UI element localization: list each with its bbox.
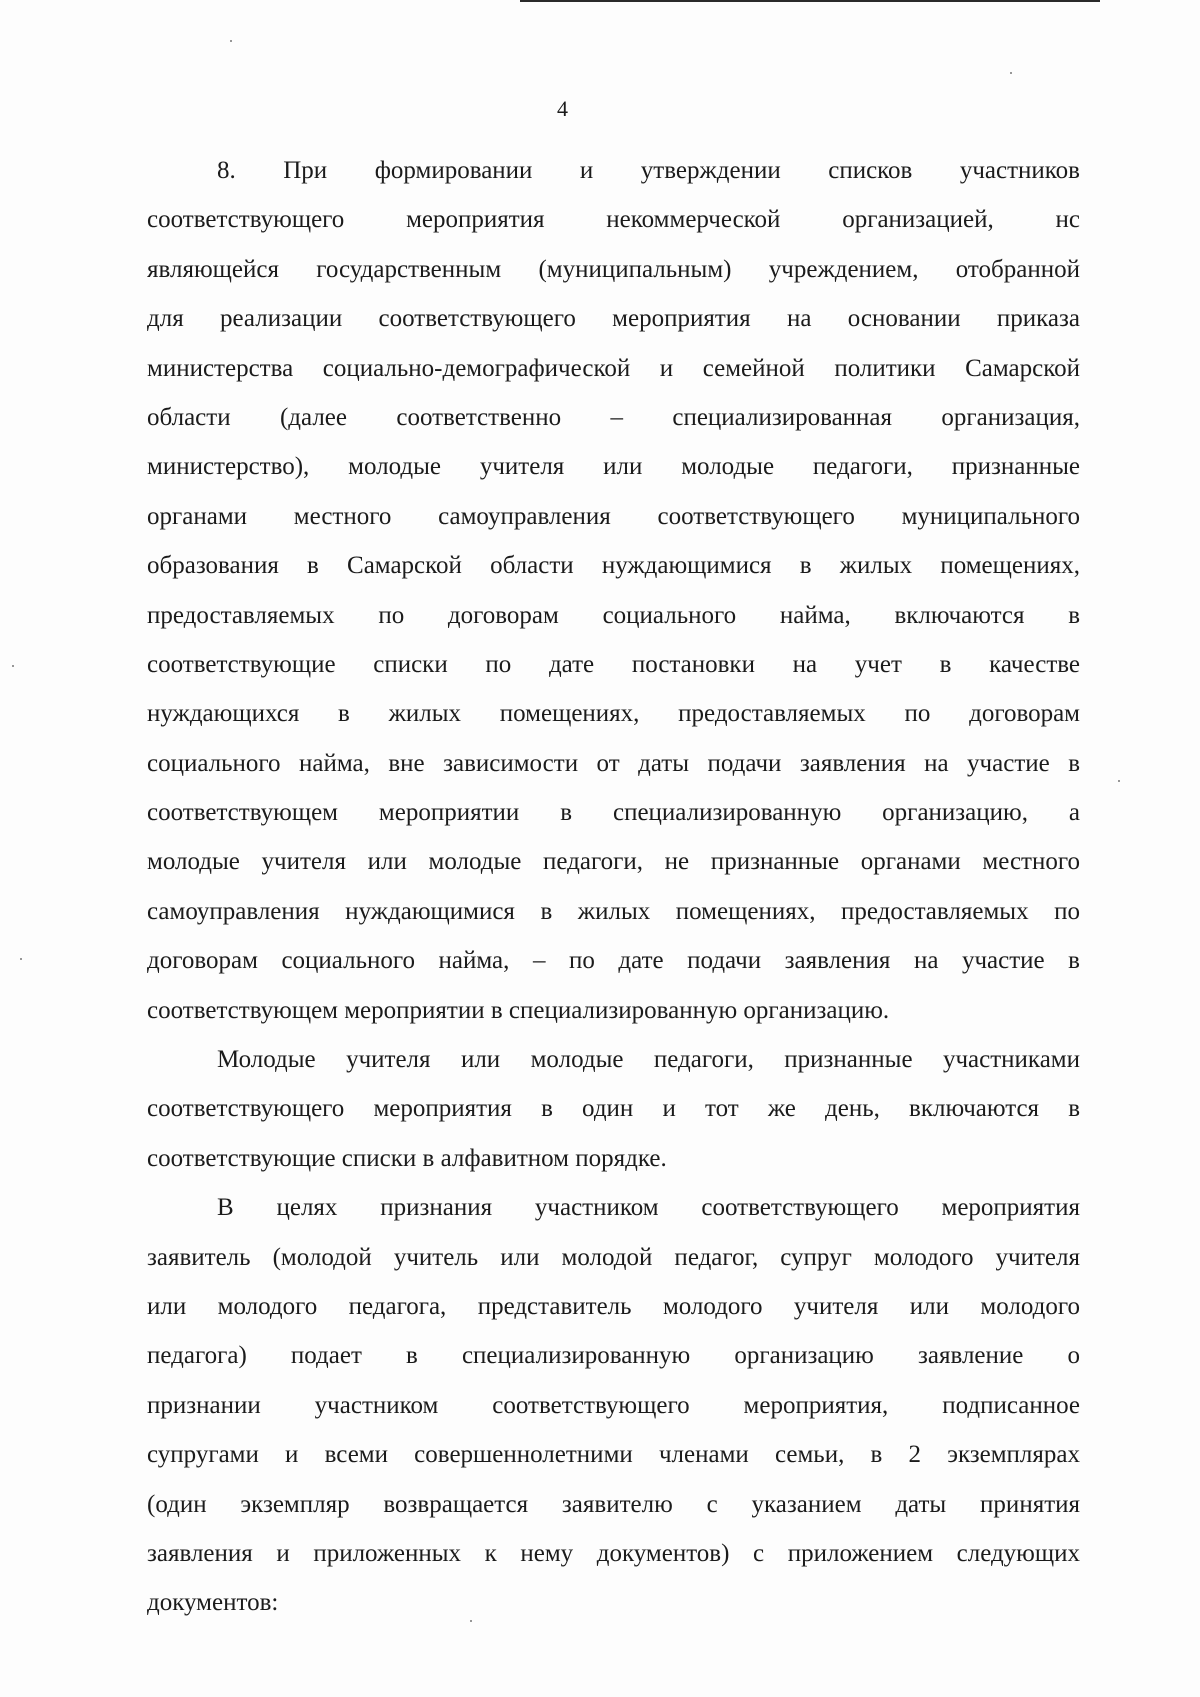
text-line: педагога) подает в специализированную организацию заявление о bbox=[147, 1342, 1080, 1370]
text-line: для реализации соответствующего мероприятия на основании приказа bbox=[147, 305, 1080, 333]
text-line: соответствующем мероприятии в специализированную организацию, а bbox=[147, 799, 1080, 827]
text-line: Молодые учителя или молодые педагоги, признанные участниками bbox=[217, 1046, 1080, 1074]
text-line: нуждающихся в жилых помещениях, предоставляемых по договорам bbox=[147, 700, 1080, 728]
text-line: признании участником соответствующего мероприятия, подписанное bbox=[147, 1391, 1080, 1419]
text-line: В целях признания участником соответствующего мероприятия bbox=[217, 1194, 1080, 1222]
text-line: молодые учителя или молодые педагоги, не признанные органами местного bbox=[147, 848, 1080, 876]
text-line: области (далее соответственно – специализированная организация, bbox=[147, 403, 1080, 431]
scan-speck bbox=[230, 40, 232, 42]
text-line: министерство), молодые учителя или молодые педагоги, признанные bbox=[147, 453, 1080, 481]
document-body bbox=[147, 146, 1080, 1628]
text-line: заявитель (молодой учитель или молодой педагог, супруг молодого учителя bbox=[147, 1243, 1080, 1271]
text-line: супругами и всеми совершеннолетними членами семьи, в 2 экземплярах bbox=[147, 1441, 1080, 1469]
text-line: социального найма, вне зависимости от даты подачи заявления на участие в bbox=[147, 749, 1080, 777]
top-border-line bbox=[520, 0, 1100, 2]
text-line: соответствующие списки по дате постановки на учет в качестве bbox=[147, 650, 1080, 678]
text-line: самоуправления нуждающимися в жилых помещениях, предоставляемых по bbox=[147, 897, 1080, 925]
scan-speck bbox=[470, 1620, 472, 1622]
text-line: соответствующего мероприятия некоммерческой организацией, нс bbox=[147, 206, 1080, 234]
scan-speck bbox=[1010, 72, 1012, 74]
paragraph-alphabetical-order bbox=[147, 1035, 1080, 1183]
text-line: (один экземпляр возвращается заявителю с указанием даты принятия bbox=[147, 1490, 1080, 1518]
text-line: 8. При формировании и утверждении списков участников bbox=[217, 157, 1080, 184]
text-line: или молодого педагога, представитель молодого учителя или молодого bbox=[147, 1292, 1080, 1320]
text-line: соответствующие списки в алфавитном порядке. bbox=[147, 1144, 667, 1172]
paragraph-item-8 bbox=[147, 146, 1080, 1035]
page-number: 4 bbox=[557, 96, 568, 121]
paragraph-application bbox=[147, 1183, 1080, 1628]
text-line: соответствующего мероприятия в один и тот же день, включаются в bbox=[147, 1095, 1080, 1123]
text-line: договорам социального найма, – по дате подачи заявления на участие в bbox=[147, 947, 1080, 975]
text-line: заявления и приложенных к нему документов) с приложением следующих bbox=[147, 1539, 1080, 1567]
text-line: являющейся государственным (муниципальным) учреждением, отобранной bbox=[147, 255, 1080, 283]
scan-speck bbox=[12, 665, 14, 667]
text-line: документов: bbox=[147, 1589, 279, 1617]
text-line: предоставляемых по договорам социального найма, включаются в bbox=[147, 601, 1080, 629]
scan-speck bbox=[1118, 780, 1120, 782]
text-line: соответствующем мероприятии в специализированную организацию. bbox=[147, 996, 890, 1024]
scan-speck bbox=[20, 958, 22, 960]
text-line: образования в Самарской области нуждающимися в жилых помещениях, bbox=[147, 552, 1080, 580]
text-line: органами местного самоуправления соответствующего муниципального bbox=[147, 502, 1080, 530]
text-line: министерства социально-демографической и семейной политики Самарской bbox=[147, 354, 1080, 382]
